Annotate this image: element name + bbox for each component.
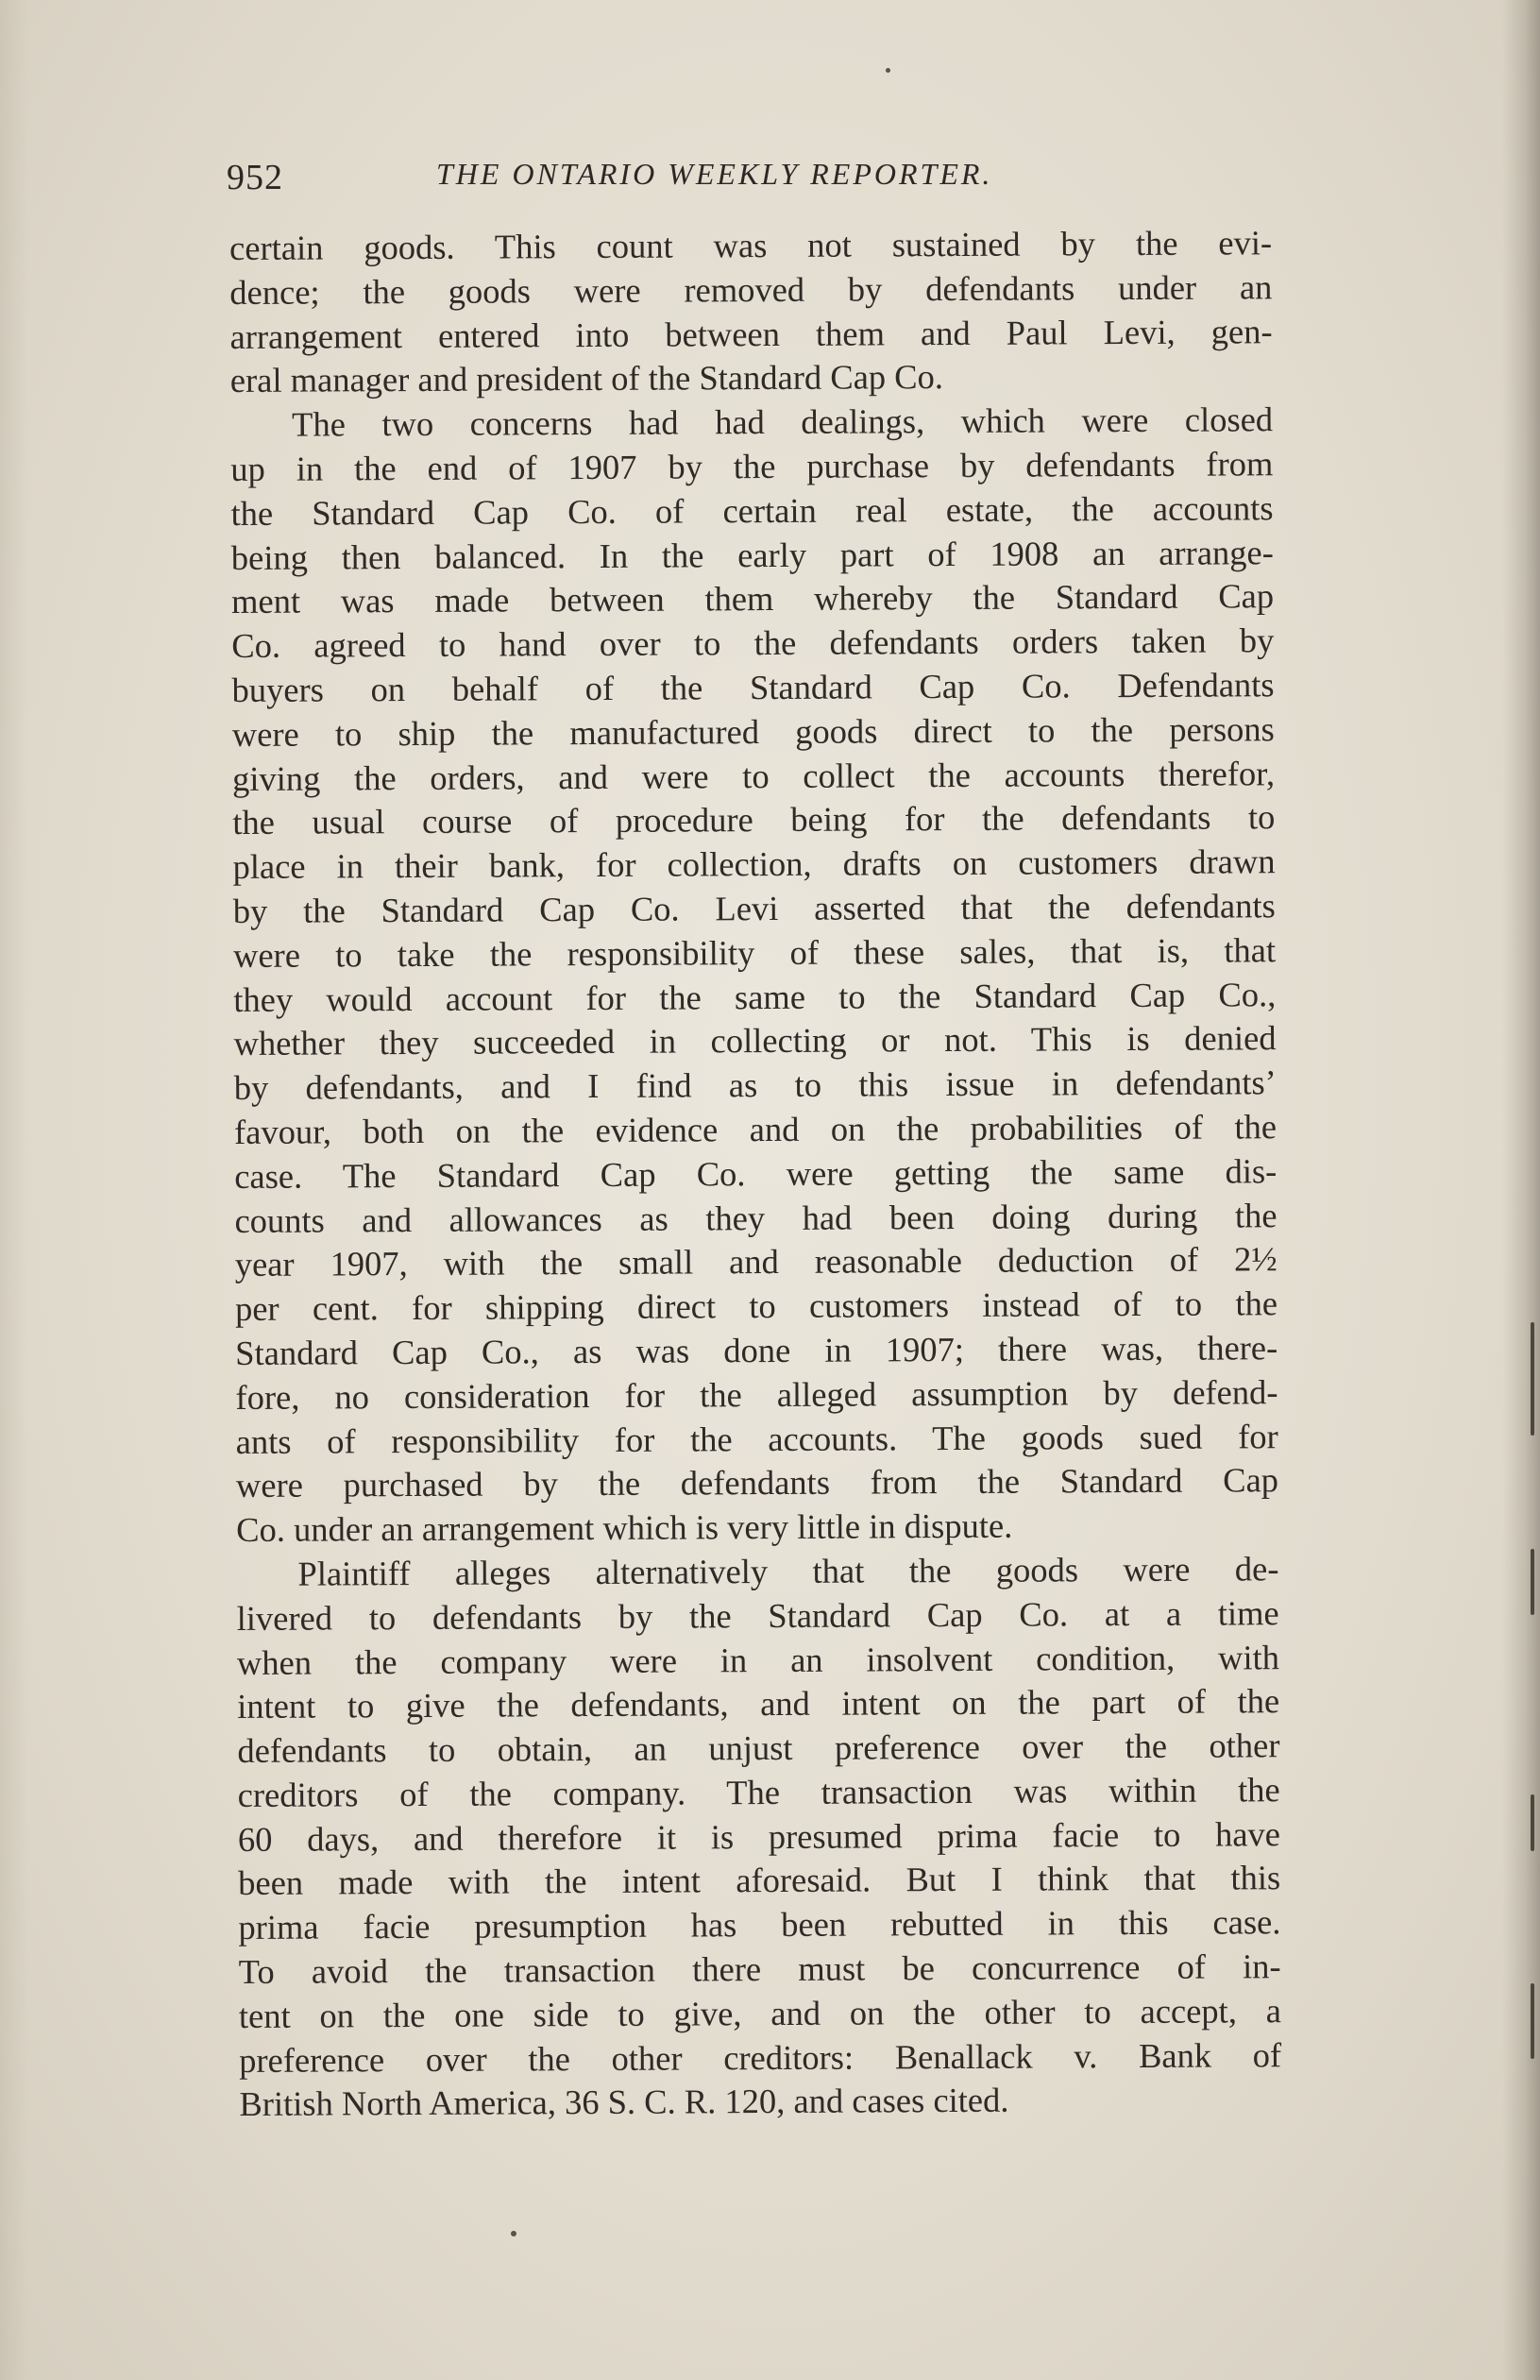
text-line: 60 days, and therefore it is presumed prima facie to have [237, 1813, 1281, 1859]
text-line: British North America, 36 S. C. R. 120, and cases cited. [239, 2081, 1009, 2124]
text-line: were purchased by the defendants from the Standard Cap [235, 1460, 1279, 1505]
text-line: case. The Standard Cap Co. were getting the same dis- [234, 1150, 1278, 1196]
paper-speck [886, 68, 890, 73]
text-line: preference over the other creditors: Benallack v. Bank of [239, 2034, 1282, 2080]
text-line: favour, both on the evidence and on the probabilities of the [233, 1107, 1278, 1151]
text-line: prima facie presumption has been rebutted in this case. [238, 1902, 1281, 1947]
text-line: by defendants, and I find as to this issue in defendants’ [233, 1062, 1277, 1108]
text-line: buyers on behalf of the Standard Cap Co. Defendants [231, 665, 1275, 709]
text-line: were to ship the manufactured goods direct to the persons [231, 708, 1275, 754]
text-line: Standard Cap Co., as was done in 1907; there was, there- [235, 1328, 1278, 1372]
text-line: by the Standard Cap Co. Levi asserted that the defendants [232, 886, 1276, 930]
text-line: arrangement entered into between them and Paul Levi, gen- [229, 311, 1273, 356]
page-gutter-shade [0, 0, 28, 2380]
text-line: ants of responsibility for the accounts. The goods sued for [235, 1416, 1278, 1461]
text-line: eral manager and president of the Standard Cap Co. [229, 357, 944, 400]
text-line: defendants to obtain, an unjust preference over the other [237, 1726, 1280, 1771]
page-number: 952 [227, 158, 283, 197]
text-line: Plaintiff alleges alternatively that the goods were de- [297, 1549, 1279, 1593]
text-line: when the company were in an insolvent condition, with [236, 1637, 1280, 1682]
text-line: per cent. for shipping direct to customers instead of to the [234, 1284, 1278, 1329]
text-line: been made with the intent aforesaid. But I think that this [238, 1858, 1281, 1903]
paragraph [236, 1547, 1281, 2127]
text-line: tent on the one side to give, and on the other to accept, a [238, 1991, 1282, 2035]
body-text [229, 221, 1282, 2127]
paragraph [230, 398, 1278, 1552]
text-line: year 1907, with the small and reasonable deduction of 2½ [234, 1239, 1278, 1284]
edge-mark [1531, 1983, 1534, 2059]
text-line: creditors of the company. The transaction was within the [237, 1770, 1280, 1814]
page-header [227, 153, 1312, 200]
text-line: fore, no consideration for the alleged assumption by defend- [235, 1371, 1278, 1417]
text-line: were to take the responsibility of these sales, that is, that [232, 929, 1277, 975]
text-line: the Standard Cap Co. of certain real estate, the accounts [230, 487, 1274, 533]
text-line: they would account for the same to the Standard Cap Co., [233, 974, 1277, 1019]
text-line: up in the end of 1907 by the purchase by defendants from [230, 444, 1274, 488]
text-line: being then balanced. In the early part of 1908 an arrange- [230, 532, 1274, 577]
text-line: place in their bank, for collection, drafts on customers drawn [232, 842, 1276, 887]
text-line: counts and allowances as they had been doing during the [234, 1195, 1278, 1240]
text-line: dence; the goods were removed by defendants under an [229, 267, 1273, 312]
paper-speck [511, 2231, 516, 2236]
text-line: Co. agreed to hand over to the defendants orders taken by [231, 620, 1275, 666]
text-line: The two concerns had had dealings, which were closed [291, 400, 1274, 444]
text-line: To avoid the transaction there must be concurrence of in- [238, 1946, 1281, 1992]
edge-mark [1531, 1322, 1534, 1436]
text-line: the usual course of procedure being for the defendants to [232, 797, 1276, 842]
text-line: intent to give the defendants, and intent on the part of the [237, 1681, 1280, 1726]
page-edge-shade [1502, 0, 1540, 2380]
edge-mark [1531, 1794, 1534, 1851]
text-line: livered to defendants by the Standard Cap Co. at a time [236, 1592, 1279, 1638]
text-line: Co. under an arrangement which is very little in dispute. [236, 1505, 1013, 1550]
text-line: ment was made between them whereby the Standard Cap [230, 576, 1275, 621]
running-head: THE ONTARIO WEEKLY REPORTER. [436, 157, 993, 191]
edge-mark [1531, 1549, 1534, 1615]
text-line: whether they succeeded in collecting or not. This is denied [233, 1018, 1277, 1063]
text-line: certain goods. This count was not sustained by the evi- [229, 223, 1273, 267]
text-line: giving the orders, and were to collect the accounts therefor, [231, 753, 1276, 798]
paragraph [229, 221, 1273, 403]
